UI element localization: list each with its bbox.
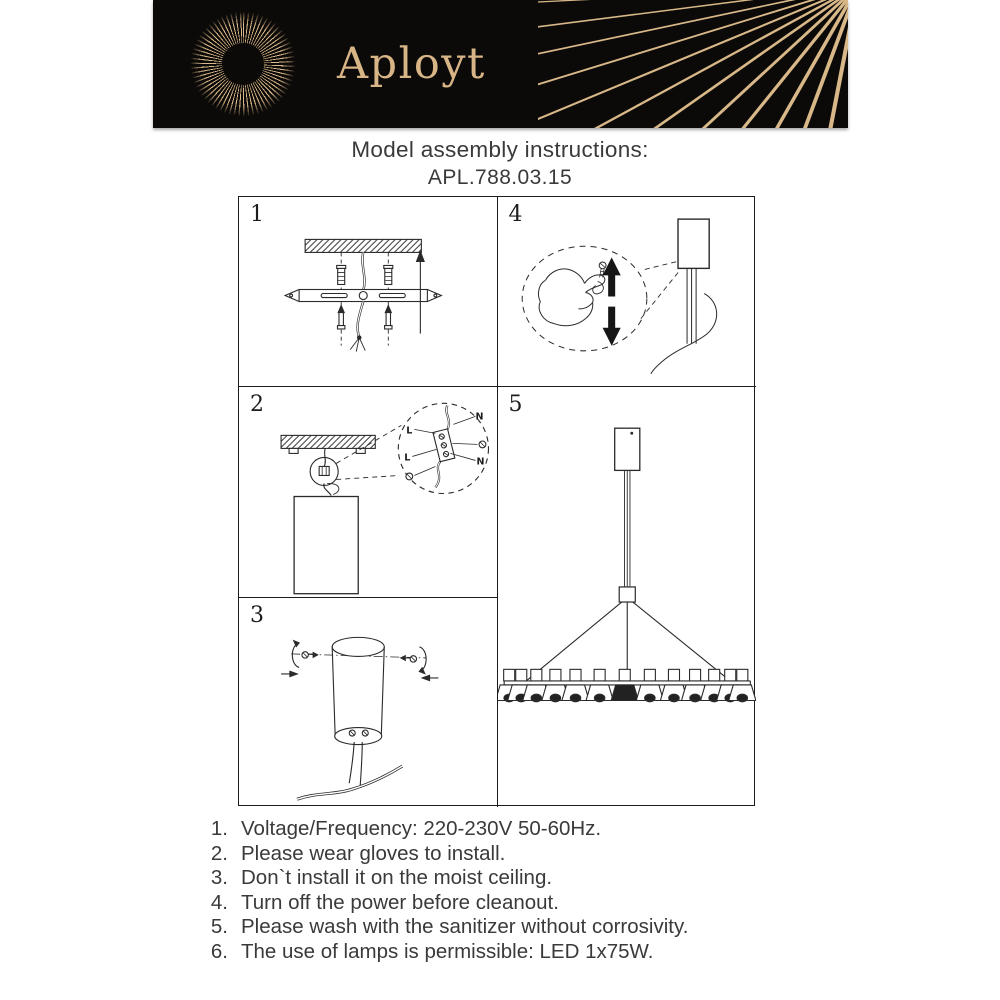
diagram-ceiling-bracket bbox=[239, 197, 497, 386]
screw-icon bbox=[385, 306, 392, 329]
diagram-wire-connection bbox=[239, 387, 497, 597]
ground-screw-icon bbox=[406, 473, 413, 480]
item-text: Voltage/Frequency: 220-230V 50-60Hz. bbox=[241, 817, 602, 840]
brand-wordmark: Aployt bbox=[337, 38, 486, 89]
item-number: 1. bbox=[210, 817, 228, 840]
inward-arrow-icon bbox=[422, 675, 438, 680]
model-number: APL.788.03.15 bbox=[427, 166, 573, 189]
item-text: The use of lamps is permissible: LED 1x75W. bbox=[241, 939, 654, 963]
panel-number: 5 bbox=[508, 392, 523, 417]
item-text: Turn off the power before cleanout. bbox=[241, 890, 559, 914]
wire-label-l: L bbox=[404, 452, 411, 464]
diagram-assembled-chandelier bbox=[498, 387, 757, 807]
panel-number: 3 bbox=[250, 603, 264, 628]
list-item bbox=[197, 842, 837, 867]
panel-3 bbox=[239, 598, 498, 807]
lamp-row bbox=[498, 669, 756, 701]
mounting-bracket bbox=[285, 289, 441, 301]
wall-anchor-icon bbox=[384, 265, 393, 284]
rays-decoration-icon bbox=[538, 0, 848, 128]
screw-icon bbox=[302, 652, 318, 658]
screw-icon bbox=[337, 306, 344, 329]
inward-arrow-icon bbox=[281, 671, 297, 676]
list-item bbox=[197, 915, 837, 940]
item-text: Please wash with the sanitizer without corrosivity. bbox=[241, 915, 689, 939]
instructions-list bbox=[197, 817, 837, 965]
wire-label-l: L bbox=[406, 425, 413, 437]
panel-5 bbox=[498, 387, 757, 807]
page-title: Model assembly instructions: bbox=[351, 137, 649, 162]
rotate-arrow-icon bbox=[419, 647, 426, 674]
list-item bbox=[197, 891, 837, 916]
panel-4 bbox=[498, 197, 757, 387]
wall-anchor-icon bbox=[337, 265, 346, 284]
item-number: 3. bbox=[210, 866, 228, 890]
screw-icon bbox=[401, 656, 417, 662]
panel-number: 2 bbox=[250, 392, 264, 417]
wire-label-n: N bbox=[475, 411, 484, 423]
panel-1 bbox=[239, 197, 498, 387]
item-number: 5. bbox=[210, 915, 228, 939]
item-number: 2. bbox=[210, 841, 228, 865]
panel-number: 1 bbox=[250, 202, 264, 227]
item-text: Don`t install it on the moist ceiling. bbox=[241, 866, 553, 890]
terminal-block bbox=[433, 429, 455, 462]
hand-sketch bbox=[538, 269, 604, 326]
instruction-grid bbox=[238, 196, 755, 806]
diagram-canopy-screws bbox=[239, 598, 497, 807]
item-text: Please wear gloves to install. bbox=[241, 841, 506, 865]
sunburst-logo-icon bbox=[191, 12, 295, 116]
panel-2 bbox=[239, 387, 498, 598]
down-arrow-icon bbox=[602, 307, 620, 346]
title-block bbox=[0, 136, 1000, 190]
item-number: 4. bbox=[210, 890, 228, 914]
wire-connector bbox=[319, 466, 329, 475]
list-item bbox=[197, 940, 837, 965]
diagram-cable-adjustment bbox=[498, 197, 757, 386]
list-item bbox=[197, 817, 837, 842]
item-number: 6. bbox=[210, 939, 228, 963]
panel-number: 4 bbox=[508, 202, 523, 227]
ground-screw-icon bbox=[479, 441, 486, 448]
wire-label-n: N bbox=[476, 456, 485, 468]
list-item bbox=[197, 866, 837, 891]
brand-banner bbox=[153, 0, 848, 128]
